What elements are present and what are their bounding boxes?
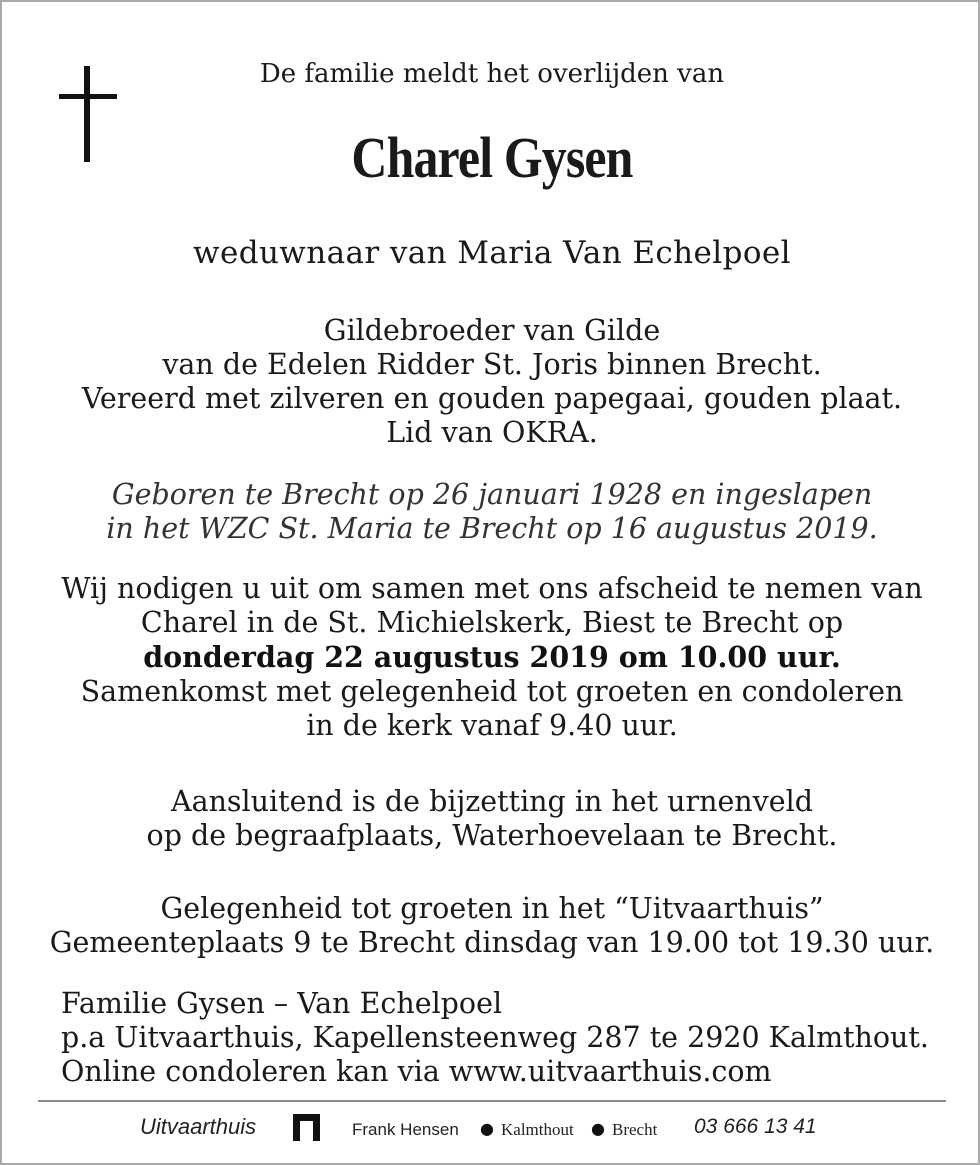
birth-death-block: [2, 478, 980, 546]
widower-line: weduwnaar van Maria Van Echelpoel: [193, 235, 791, 271]
invite-line: Samenkomst met gelegenheid tot groeten en condoleren: [80, 675, 904, 708]
invite-line: Charel in de St. Michielskerk, Biest te Brecht op: [140, 606, 844, 639]
visit-line: Gelegenheid tot groeten in het “Uitvaarthuis”: [160, 892, 824, 925]
ceremony-block: [2, 572, 980, 743]
footer-divider: [38, 1100, 946, 1102]
deceased-name: Charel Gysen: [351, 125, 633, 190]
condolence-link[interactable]: Online condoleren kan via www.uitvaarthuis.com: [61, 1055, 772, 1088]
funeral-home-brand: Uitvaarthuis: [140, 1114, 257, 1139]
invite-line: Wij nodigen u uit om samen met ons afscheid te nemen van: [61, 572, 923, 605]
born-line: Geboren te Brecht op 26 januari 1928 en ingeslapen: [111, 478, 873, 511]
family-block: [61, 987, 929, 1089]
family-line: Familie Gysen – Van Echelpoel: [61, 987, 503, 1020]
visit-line: Gemeenteplaats 9 te Brecht dinsdag van 19.00 tot 19.30 uur.: [49, 926, 935, 959]
guild-line: Vereerd met zilveren en gouden papegaai, gouden plaat.: [81, 382, 903, 415]
intro-text: De familie meldt het overlijden van: [259, 59, 725, 89]
funeral-home-footer: [2, 1111, 980, 1145]
burial-line: Aansluitend is de bijzetting in het urnenveld: [171, 785, 813, 818]
bullet-icon: ●: [480, 1119, 494, 1138]
guild-line: Gildebroeder van Gilde: [323, 314, 661, 347]
funeral-home-logo-icon: [293, 1114, 320, 1141]
invite-line: in de kerk vanaf 9.40 uur.: [306, 709, 678, 742]
location-kalmthout: Kalmthout: [501, 1120, 574, 1139]
phone-number[interactable]: 03 666 13 41: [694, 1115, 817, 1138]
location-brecht: Brecht: [612, 1120, 658, 1139]
burial-block: [2, 785, 980, 853]
born-line: in het WZC St. Maria te Brecht op 16 augustus 2019.: [106, 512, 878, 545]
guild-line: van de Edelen Ridder St. Joris binnen Brecht.: [162, 348, 822, 381]
family-address: p.a Uitvaarthuis, Kapellensteenweg 287 te 2920 Kalmthout.: [61, 1021, 929, 1054]
ceremony-date: donderdag 22 augustus 2019 om 10.00 uur.: [143, 640, 841, 674]
guild-block: [2, 314, 980, 450]
visitation-block: [2, 892, 980, 960]
guild-line: Lid van OKRA.: [386, 416, 598, 449]
burial-line: op de begraafplaats, Waterhoevelaan te Brecht.: [146, 819, 838, 852]
bullet-icon: ●: [591, 1119, 605, 1138]
funeral-director-name: Frank Hensen: [352, 1120, 459, 1139]
